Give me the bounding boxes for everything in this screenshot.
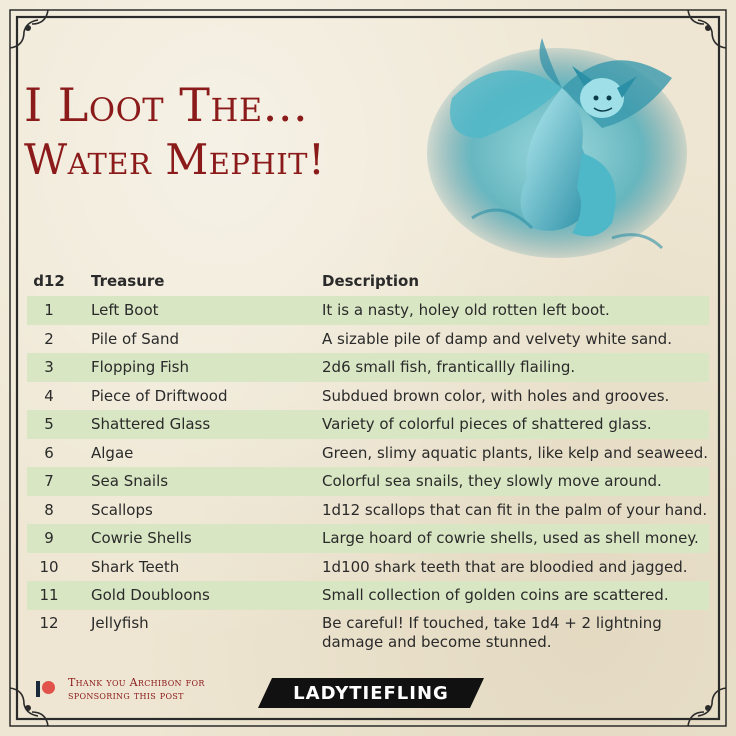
table-row — [27, 382, 709, 411]
row-treasure: Shattered Glass — [91, 415, 211, 434]
header-treasure: Treasure — [91, 272, 165, 290]
sponsor-text — [68, 676, 205, 702]
title-line-1: I Loot The... — [24, 78, 309, 132]
row-die: 9 — [44, 529, 54, 548]
row-treasure: Sea Snails — [91, 472, 169, 491]
row-description: Green, slimy aquatic plants, like kelp and seaweed. — [322, 443, 709, 462]
row-die: 4 — [44, 386, 54, 405]
row-die: 3 — [44, 358, 54, 377]
table-row — [27, 325, 709, 354]
row-treasure: Left Boot — [91, 301, 159, 320]
water-mephit-illustration — [412, 28, 712, 278]
row-treasure: Scallops — [91, 500, 153, 519]
row-description: Variety of colorful pieces of shattered glass. — [322, 415, 652, 434]
table-row — [27, 496, 709, 525]
sponsor-text-line-1: Thank you Archibon for — [68, 676, 205, 689]
table-header — [27, 266, 709, 296]
row-die: 7 — [44, 472, 54, 491]
row-die: 6 — [44, 443, 54, 462]
row-die: 11 — [39, 586, 59, 605]
row-treasure: Flopping Fish — [91, 358, 190, 377]
row-die: 10 — [39, 557, 59, 576]
row-description: 2d6 small fish, franticallly flailing. — [322, 358, 576, 377]
row-treasure: Shark Teeth — [91, 557, 180, 576]
row-description: A sizable pile of damp and velvety white sand. — [322, 329, 672, 348]
row-die: 8 — [44, 500, 54, 519]
patreon-icon — [34, 678, 56, 700]
row-treasure: Pile of Sand — [91, 329, 180, 348]
row-description: Colorful sea snails, they slowly move around. — [322, 472, 662, 491]
sponsor-note — [34, 676, 205, 702]
table-row — [27, 610, 709, 658]
table-row — [27, 553, 709, 582]
row-description: Subdued brown color, with holes and grooves. — [322, 386, 670, 405]
brand-name: LADYTIEFLING — [293, 682, 449, 704]
row-treasure: Gold Doubloons — [91, 586, 210, 605]
table-row — [27, 410, 709, 439]
row-description: Small collection of golden coins are scattered. — [322, 586, 669, 605]
table-row — [27, 439, 709, 468]
row-treasure: Piece of Driftwood — [91, 386, 228, 405]
header-d12: d12 — [33, 272, 65, 290]
table-row — [27, 524, 709, 553]
loot-table — [27, 266, 709, 658]
title-line-2: Water Mephit! — [24, 135, 326, 184]
brand-banner — [258, 678, 484, 708]
table-row — [27, 467, 709, 496]
row-description: It is a nasty, holey old rotten left boot. — [322, 301, 610, 320]
row-treasure: Jellyfish — [91, 613, 149, 632]
row-description: 1d12 scallops that can fit in the palm of your hand. — [322, 500, 708, 519]
table-row — [27, 353, 709, 382]
row-description: Large hoard of cowrie shells, used as shell money. — [322, 529, 699, 548]
row-die: 1 — [44, 301, 54, 320]
row-die: 12 — [39, 613, 59, 632]
header-description: Description — [322, 272, 420, 290]
page-title — [24, 78, 404, 188]
table-row — [27, 296, 709, 325]
table-row — [27, 581, 709, 610]
row-die: 2 — [44, 329, 54, 348]
row-treasure: Algae — [91, 443, 134, 462]
row-treasure: Cowrie Shells — [91, 529, 192, 548]
row-description: 1d100 shark teeth that are bloodied and jagged. — [322, 557, 688, 576]
row-description: Be careful! If touched, take 1d4 + 2 lightning damage and become stunned. — [322, 613, 662, 651]
sponsor-text-line-2: sponsoring this post — [68, 689, 184, 702]
row-die: 5 — [44, 415, 54, 434]
